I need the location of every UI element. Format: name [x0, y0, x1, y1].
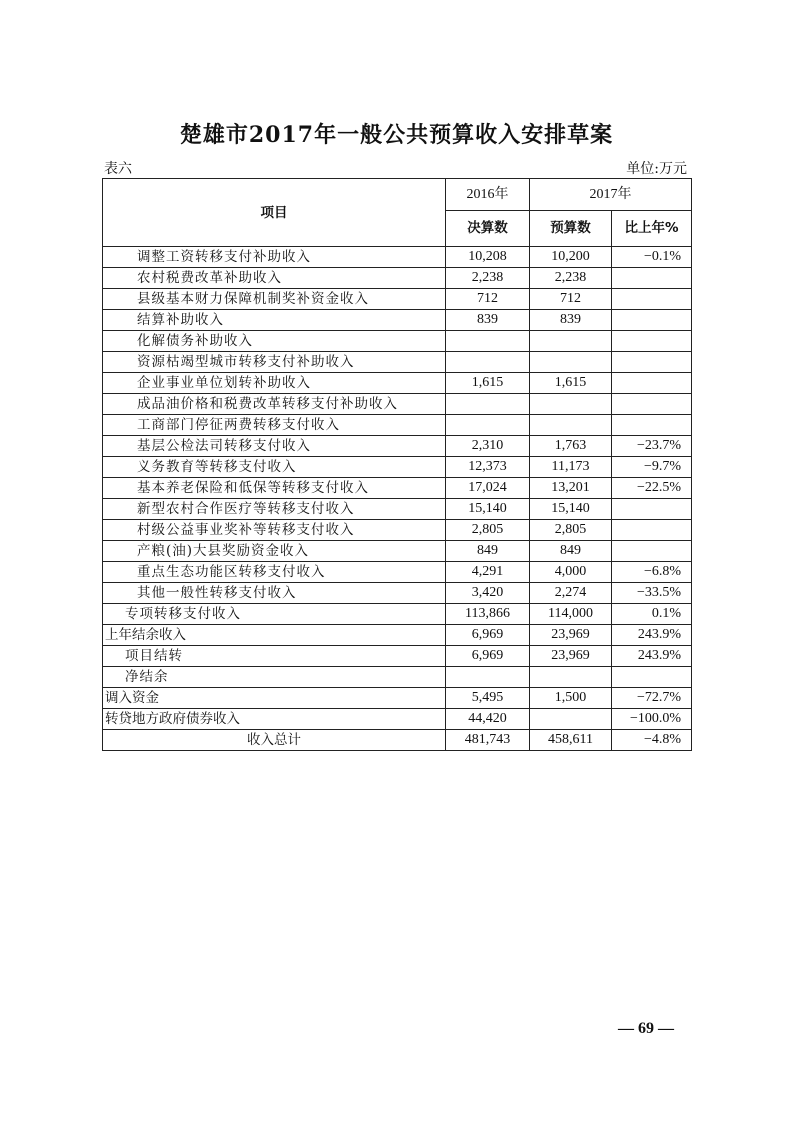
- row-value-2017: 114,000: [530, 604, 612, 625]
- row-value-2016: 712: [446, 289, 530, 310]
- row-value-2016: [446, 331, 530, 352]
- row-change-pct: [612, 394, 692, 415]
- row-item-name: 其他一般性转移支付收入: [103, 583, 446, 604]
- table-row: [103, 436, 692, 457]
- row-change-pct: [612, 667, 692, 688]
- row-value-2016: 10,208: [446, 247, 530, 268]
- row-change-pct: [612, 541, 692, 562]
- row-value-2017: [530, 709, 612, 730]
- row-item-name: 净结余: [103, 667, 446, 688]
- row-value-2016: 113,866: [446, 604, 530, 625]
- row-change-pct: −33.5%: [612, 583, 692, 604]
- row-item-name: 基本养老保险和低保等转移支付收入: [103, 478, 446, 499]
- unit-label: 单位:万元: [626, 161, 687, 177]
- row-value-2016: 2,805: [446, 520, 530, 541]
- header-year-2017: 2017年: [530, 179, 692, 211]
- row-change-pct: [612, 415, 692, 436]
- page-number: — 69 —: [618, 1020, 674, 1037]
- table-row: [103, 730, 692, 751]
- table-row: [103, 268, 692, 289]
- row-item-name: 基层公检法司转移支付收入: [103, 436, 446, 457]
- row-change-pct: −22.5%: [612, 478, 692, 499]
- row-item-name: 调整工资转移支付补助收入: [103, 247, 446, 268]
- header-change-pct: 比上年%: [612, 211, 692, 247]
- row-value-2017: 1,500: [530, 688, 612, 709]
- row-value-2016: 44,420: [446, 709, 530, 730]
- row-value-2016: 849: [446, 541, 530, 562]
- table-row: [103, 478, 692, 499]
- row-item-name: 重点生态功能区转移支付收入: [103, 562, 446, 583]
- row-value-2016: [446, 667, 530, 688]
- table-row: [103, 352, 692, 373]
- row-value-2016: [446, 394, 530, 415]
- header-item: 项目: [103, 179, 446, 247]
- row-change-pct: [612, 268, 692, 289]
- table-row: [103, 331, 692, 352]
- row-item-name: 义务教育等转移支付收入: [103, 457, 446, 478]
- row-value-2017: 1,763: [530, 436, 612, 457]
- row-change-pct: [612, 310, 692, 331]
- row-item-name: 收入总计: [103, 730, 446, 751]
- row-value-2016: 1,615: [446, 373, 530, 394]
- row-value-2017: 712: [530, 289, 612, 310]
- row-value-2016: 12,373: [446, 457, 530, 478]
- row-change-pct: [612, 520, 692, 541]
- row-item-name: 村级公益事业奖补等转移支付收入: [103, 520, 446, 541]
- table-row: [103, 541, 692, 562]
- row-value-2017: 15,140: [530, 499, 612, 520]
- row-change-pct: −23.7%: [612, 436, 692, 457]
- table-row: [103, 688, 692, 709]
- row-value-2016: 4,291: [446, 562, 530, 583]
- row-item-name: 调入资金: [103, 688, 446, 709]
- row-value-2017: 1,615: [530, 373, 612, 394]
- row-item-name: 产粮(油)大县奖励资金收入: [103, 541, 446, 562]
- table-row: [103, 646, 692, 667]
- row-value-2017: 11,173: [530, 457, 612, 478]
- row-item-name: 工商部门停征两费转移支付收入: [103, 415, 446, 436]
- row-value-2016: [446, 352, 530, 373]
- row-change-pct: −100.0%: [612, 709, 692, 730]
- row-value-2017: 839: [530, 310, 612, 331]
- row-value-2016: 481,743: [446, 730, 530, 751]
- row-value-2016: 839: [446, 310, 530, 331]
- table-row: [103, 457, 692, 478]
- table-row: [103, 625, 692, 646]
- row-value-2017: 23,969: [530, 625, 612, 646]
- row-change-pct: 243.9%: [612, 646, 692, 667]
- row-item-name: 县级基本财力保障机制奖补资金收入: [103, 289, 446, 310]
- row-value-2017: 13,201: [530, 478, 612, 499]
- row-value-2016: 5,495: [446, 688, 530, 709]
- row-value-2016: 6,969: [446, 646, 530, 667]
- table-row: [103, 583, 692, 604]
- header-year-2016: 2016年: [446, 179, 530, 211]
- row-item-name: 转贷地方政府债券收入: [103, 709, 446, 730]
- row-value-2017: 23,969: [530, 646, 612, 667]
- row-value-2017: 4,000: [530, 562, 612, 583]
- row-value-2016: 3,420: [446, 583, 530, 604]
- row-change-pct: [612, 331, 692, 352]
- row-value-2016: 2,238: [446, 268, 530, 289]
- row-change-pct: 243.9%: [612, 625, 692, 646]
- row-value-2016: 17,024: [446, 478, 530, 499]
- row-item-name: 新型农村合作医疗等转移支付收入: [103, 499, 446, 520]
- row-value-2016: 2,310: [446, 436, 530, 457]
- header-budget-amount: 预算数: [530, 211, 612, 247]
- row-value-2017: [530, 331, 612, 352]
- table-row: [103, 373, 692, 394]
- row-change-pct: [612, 373, 692, 394]
- row-change-pct: [612, 499, 692, 520]
- row-item-name: 项目结转: [103, 646, 446, 667]
- row-change-pct: [612, 289, 692, 310]
- row-value-2017: [530, 394, 612, 415]
- table-row: [103, 394, 692, 415]
- row-item-name: 农村税费改革补助收入: [103, 268, 446, 289]
- row-value-2016: 15,140: [446, 499, 530, 520]
- row-change-pct: −4.8%: [612, 730, 692, 751]
- table-row: [103, 667, 692, 688]
- table-row: [103, 604, 692, 625]
- table-row: [103, 709, 692, 730]
- row-value-2017: 849: [530, 541, 612, 562]
- table-row: [103, 499, 692, 520]
- row-item-name: 成品油价格和税费改革转移支付补助收入: [103, 394, 446, 415]
- row-value-2017: 2,274: [530, 583, 612, 604]
- row-change-pct: −9.7%: [612, 457, 692, 478]
- table-row: [103, 520, 692, 541]
- budget-table: [102, 178, 692, 751]
- row-change-pct: 0.1%: [612, 604, 692, 625]
- row-item-name: 上年结余收入: [103, 625, 446, 646]
- row-value-2017: 2,238: [530, 268, 612, 289]
- table-row: [103, 310, 692, 331]
- row-item-name: 专项转移支付收入: [103, 604, 446, 625]
- row-change-pct: [612, 352, 692, 373]
- row-item-name: 结算补助收入: [103, 310, 446, 331]
- table-row: [103, 415, 692, 436]
- table-body: [103, 247, 692, 751]
- row-value-2016: 6,969: [446, 625, 530, 646]
- row-value-2017: [530, 667, 612, 688]
- table-label: 表六: [104, 161, 132, 177]
- table-row: [103, 247, 692, 268]
- row-value-2017: 2,805: [530, 520, 612, 541]
- row-change-pct: −72.7%: [612, 688, 692, 709]
- table-row: [103, 289, 692, 310]
- row-value-2017: 458,611: [530, 730, 612, 751]
- document-title: 楚雄市2017年一般公共预算收入安排草案: [179, 122, 614, 148]
- header-final-amount: 决算数: [446, 211, 530, 247]
- row-change-pct: −0.1%: [612, 247, 692, 268]
- row-item-name: 资源枯竭型城市转移支付补助收入: [103, 352, 446, 373]
- row-item-name: 企业事业单位划转补助收入: [103, 373, 446, 394]
- row-item-name: 化解债务补助收入: [103, 331, 446, 352]
- row-value-2017: [530, 415, 612, 436]
- row-change-pct: −6.8%: [612, 562, 692, 583]
- row-value-2016: [446, 415, 530, 436]
- table-row: [103, 562, 692, 583]
- row-value-2017: 10,200: [530, 247, 612, 268]
- row-value-2017: [530, 352, 612, 373]
